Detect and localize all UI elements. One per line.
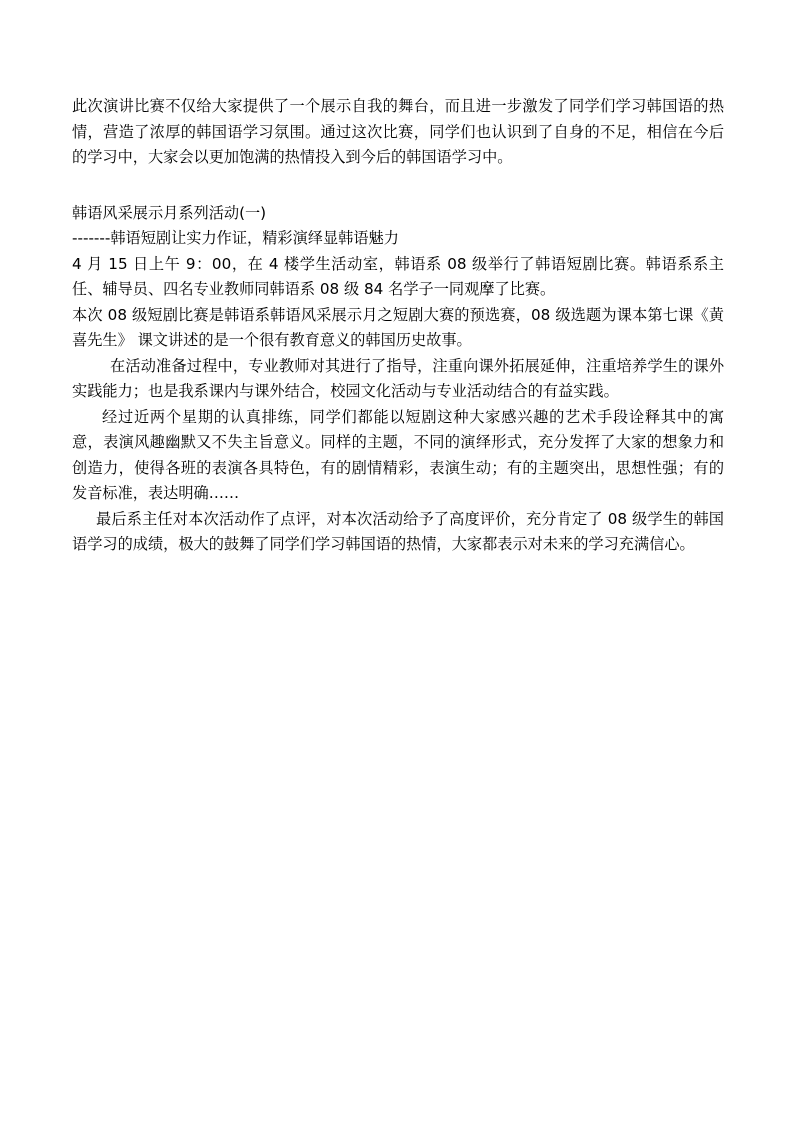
paragraph-preparation: 在活动准备过程中，专业教师对其进行了指导，注重向课外拓展延伸，注重培养学生的课外实践能力；也是我系课内与课外结合，校园文化活动与专业活动结合的有益实践。: [72, 356, 724, 400]
paragraph-event-date: 4 月 15 日上午 9：00，在 4 楼学生活动室，韩语系 08 级举行了韩语短剧比赛。韩语系系主任、辅导员、四名专业教师同韩语系 08 级 84 名学子一同观摩了比赛。: [72, 254, 724, 298]
paragraph-competition-topic: 本次 08 级短剧比赛是韩语系韩语风采展示月之短剧大赛的预选赛，08 级选题为课本第七课《黄喜先生》 课文讲述的是一个很有教育意义的韩国历史故事。: [72, 305, 724, 349]
paragraph-rehearsal: 经过近两个星期的认真排练，同学们都能以短剧这种大家感兴趣的艺术手段诠释其中的寓意，表演风趣幽默又不失主旨意义。同样的主题，不同的演绎形式，充分发挥了大家的想象力和创造力，使得各班的表演各具特色，有的剧情精彩，表演生动；有的主题突出，思想性强；有的发音标准，表达明确……: [72, 407, 724, 502]
section-title: 韩语风采展示月系列活动(一): [72, 203, 267, 222]
paragraph-conclusion: 最后系主任对本次活动作了点评，对本次活动给予了高度评价，充分肯定了 08 级学生的韩国语学习的成绩，极大的鼓舞了同学们学习韩国语的热情，大家都表示对未来的学习充满信心。: [72, 509, 724, 553]
section-subtitle: -------韩语短剧让实力作证，精彩演绎显韩语魅力: [72, 229, 399, 247]
paragraph-spacer: [72, 171, 724, 201]
document-body: [72, 94, 724, 558]
intro-paragraph: 此次演讲比赛不仅给大家提供了一个展示自我的舞台，而且进一步激发了同学们学习韩国语的热情，营造了浓厚的韩国语学习氛围。通过这次比赛，同学们也认识到了自身的不足，相信在今后的学习中，大家会以更加饱满的热情投入到今后的韩国语学习中。: [72, 97, 724, 166]
